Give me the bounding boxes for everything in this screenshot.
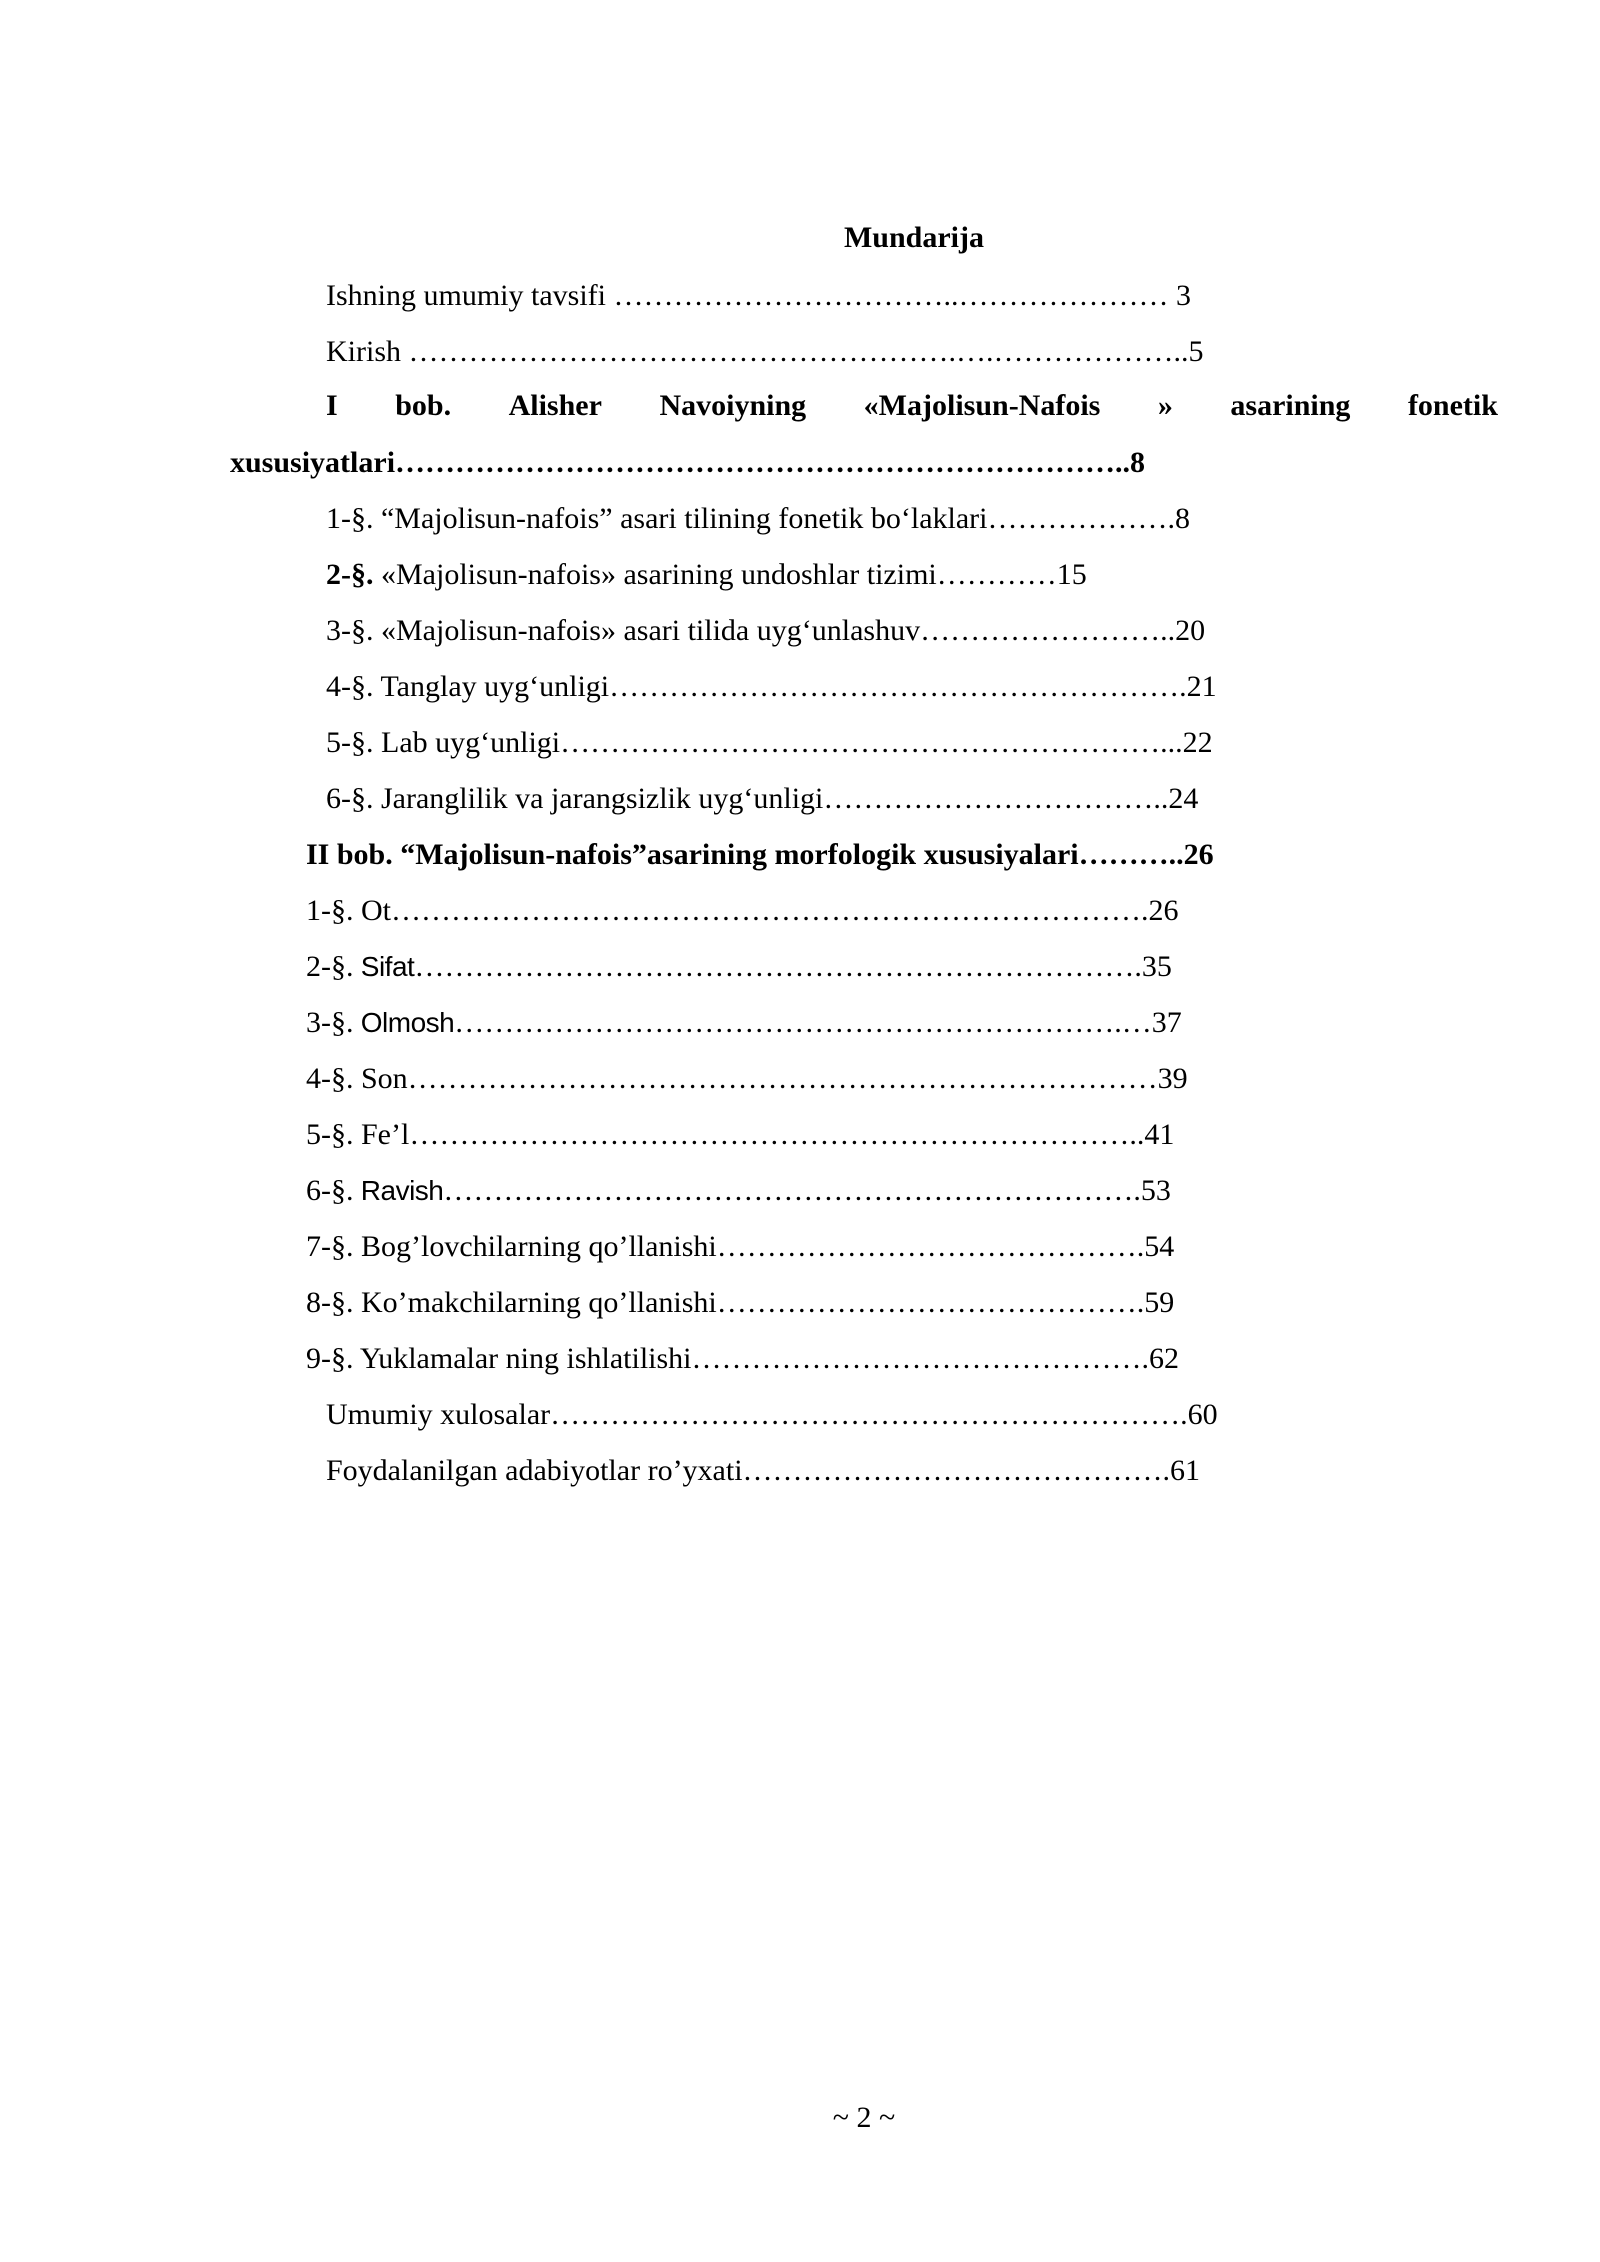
chapter1-word: Alisher <box>508 389 602 422</box>
toc-entry-1-1: 1-§. “Majolisun-nafois” asari tilining fonetik bo‘laklari……………….8 <box>326 502 1190 535</box>
toc-entry-2-3 <box>306 1001 1182 1045</box>
section-number: 2-§. <box>326 558 374 591</box>
chapter1-word: » <box>1157 389 1173 422</box>
toc-entry-2-2 <box>306 945 1172 989</box>
chapter1-word: asarining <box>1230 389 1351 422</box>
page-title: Mundarija <box>843 221 984 254</box>
section-title: Sifat <box>353 951 415 982</box>
page-number: ~ 2 ~ <box>832 2101 896 2134</box>
chapter1-word: Navoiyning <box>659 389 807 422</box>
toc-entry-2-1: 1-§. Ot………………………………………………………………….26 <box>306 894 1179 927</box>
toc-chapter-2-heading: II bob. “Majolisun-nafois”asarining morfologik xususiyalari………..26 <box>306 838 1214 871</box>
toc-entry-1-4: 4-§. Tanglay uyg‘unligi………………………………………………….21 <box>326 670 1217 703</box>
toc-entry-2-4: 4-§. Son…………………………………………………………………39 <box>306 1062 1188 1095</box>
toc-entry-1-5: 5-§. Lab uyg‘unligi……………………………………………………...22 <box>326 726 1213 759</box>
chapter1-word: bob. <box>395 389 452 422</box>
section-number: 6-§. <box>306 1174 354 1207</box>
section-title: Ravish <box>353 1175 444 1206</box>
toc-entry-1-2 <box>326 553 1087 597</box>
section-leader-page: ………………………………………………………….…37 <box>454 1006 1182 1039</box>
section-text: «Majolisun-nafois» asarining undoshlar tizimi…………15 <box>373 558 1087 591</box>
section-title: Olmosh <box>353 1007 455 1038</box>
toc-entry-2-5: 5-§. Fe’l………………………………………………………………..41 <box>306 1118 1175 1151</box>
toc-chapter-1-heading-line2: xususiyatlari………………………………………………………………..8 <box>230 446 1146 479</box>
section-number: 3-§. <box>306 1006 354 1039</box>
chapter1-word: fonetik <box>1407 389 1498 422</box>
toc-entry-ishning-umumiy-tavsifi: Ishning umumiy tavsifi ……………………………..………………… 3 <box>326 279 1191 312</box>
section-number: 2-§. <box>306 950 354 983</box>
chapter1-word: «Majolisun-Nafois <box>863 389 1101 422</box>
toc-entry-1-6: 6-§. Jaranglilik va jarangsizlik uyg‘unligi……………………………..24 <box>326 782 1199 815</box>
toc-entry-conclusions: Umumiy xulosalar……………………………………………………….60 <box>326 1398 1218 1431</box>
toc-entry-kirish: Kirish ……………………………………………….….………………..5 <box>326 335 1204 368</box>
chapter1-word: I <box>326 389 338 422</box>
section-leader-page: ……………………………………………………………….35 <box>414 950 1172 983</box>
section-leader-page: …………………………………………………………….53 <box>443 1174 1171 1207</box>
toc-entry-1-3: 3-§. «Majolisun-nafois» asari tilida uyg‘unlashuv……………………..20 <box>326 614 1206 647</box>
toc-entry-bibliography: Foydalanilgan adabiyotlar ro’yxati…………………………………….61 <box>326 1454 1201 1487</box>
toc-entry-2-9: 9-§. Yuklamalar ning ishlatilishi……………………………………….62 <box>306 1342 1180 1375</box>
toc-entry-2-7: 7-§. Bog’lovchilarning qo’llanishi…………………………………….54 <box>306 1230 1175 1263</box>
toc-entry-2-6 <box>306 1169 1171 1213</box>
toc-chapter-1-heading-line1 <box>326 384 1498 428</box>
toc-entry-2-8: 8-§. Ko’makchilarning qo’llanishi…………………………………….59 <box>306 1286 1175 1319</box>
